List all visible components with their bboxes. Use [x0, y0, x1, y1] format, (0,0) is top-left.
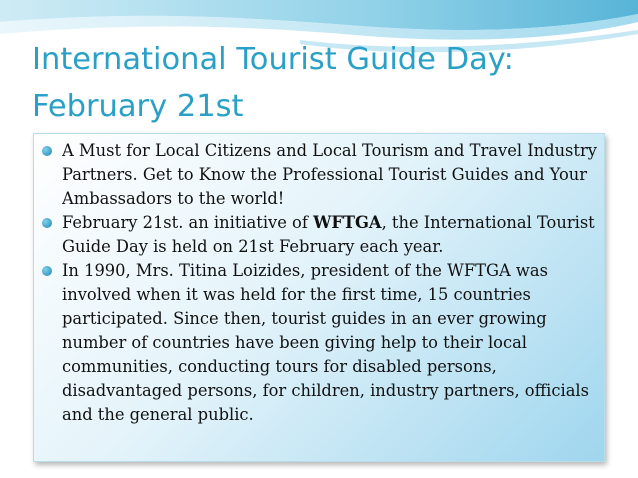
bullet-text-2-pre: February 21st. an initiative of [62, 213, 314, 232]
bullet-text-1: A Must for Local Citizens and Local Tourism and Travel Industry Partners. Get to Know the Professional Tourist Guides and Your Ambassadors to the world! [62, 141, 597, 208]
bullet-item-1 [40, 139, 602, 211]
bullet-circle-icon [42, 146, 52, 156]
bullet-circle-icon [42, 266, 52, 276]
bullet-list [40, 139, 602, 427]
slide-title-line-2: February 21st [32, 89, 244, 124]
slide-title [32, 36, 622, 130]
content-box [33, 133, 605, 462]
bullet-text-2 [62, 211, 602, 259]
bullet-item-3 [40, 259, 602, 427]
bullet-item-2 [40, 211, 602, 259]
bullet-text-2-post: , the International Tourist Guide Day is held on 21st February each year. [62, 213, 595, 256]
bullet-text-3: In 1990, Mrs. Titina Loizides, president of the WFTGA was involved when it was held for the first time, 15 countries participated. Since then, tourist guides in an ever growing number of countries have been giving help to their local communities, conducting tours for disabled persons, disadvantaged persons, for children, industry partners, officials and the general public. [62, 261, 589, 424]
wftga-bold: WFTGA [313, 213, 382, 232]
slide-title-line-1: International Tourist Guide Day: [32, 42, 514, 77]
bullet-circle-icon [42, 218, 52, 228]
